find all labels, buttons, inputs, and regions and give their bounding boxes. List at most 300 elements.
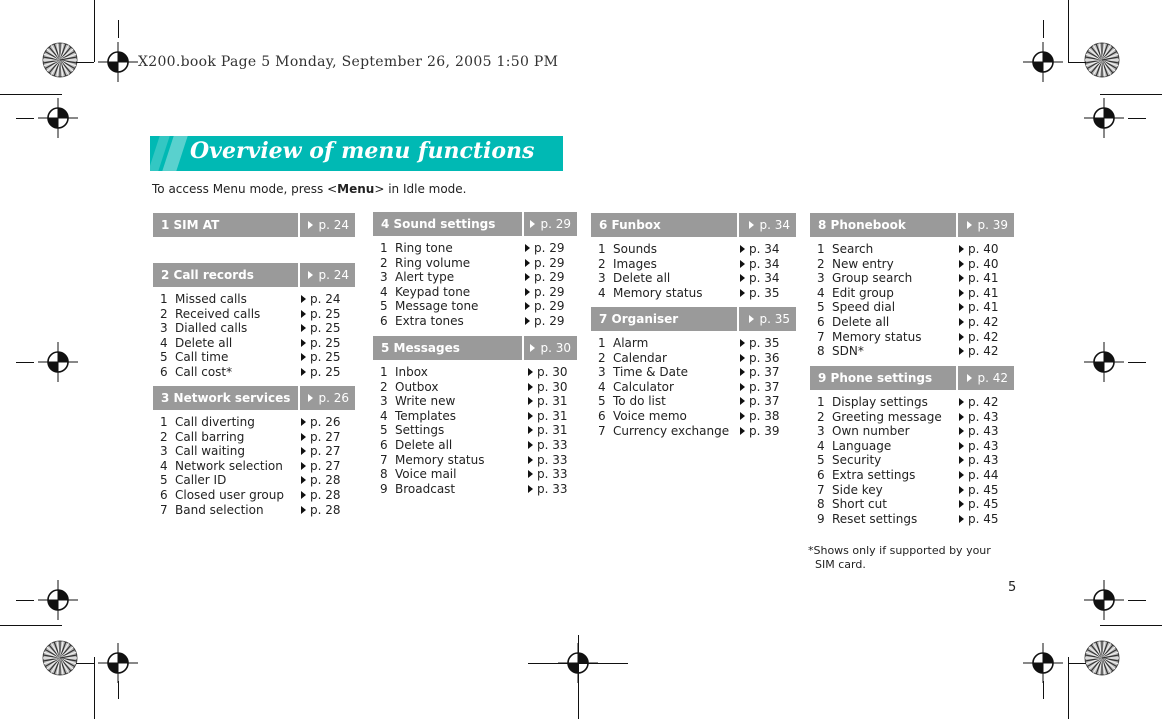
menu-item-page-label: p. 37	[749, 394, 780, 409]
section-title: 8 Phonebook	[810, 213, 956, 237]
menu-item-page	[959, 468, 999, 483]
arrow-right-icon	[959, 456, 964, 464]
menu-item	[380, 467, 584, 482]
section-page-ref	[300, 213, 355, 237]
menu-item-number: 3	[817, 271, 825, 286]
section-header	[153, 386, 355, 410]
menu-item	[817, 257, 1021, 272]
menu-item-number: 5	[380, 299, 388, 314]
menu-item	[380, 270, 584, 285]
arrow-right-icon	[301, 324, 306, 332]
menu-item-page-label: p. 35	[749, 336, 780, 350]
menu-item-page-label: p. 43	[968, 453, 999, 468]
menu-item-page	[301, 415, 341, 430]
menu-item	[380, 409, 584, 424]
trim-line	[1043, 681, 1044, 699]
menu-item-page	[959, 300, 999, 315]
menu-item-number: 2	[160, 429, 168, 444]
registration-crosshair-icon	[1084, 580, 1124, 620]
menu-item-label: Settings	[395, 423, 445, 438]
menu-item	[598, 271, 803, 286]
intro-prefix: To access Menu mode, press <	[152, 182, 338, 196]
menu-item-page-label: p. 45	[968, 497, 999, 512]
menu-item-label: Templates	[395, 408, 457, 423]
arrow-right-icon	[959, 442, 964, 450]
menu-item-label: Write new	[395, 394, 456, 409]
menu-item-label: Call time	[175, 350, 229, 365]
section-page-ref	[524, 212, 577, 236]
menu-item	[160, 350, 362, 365]
menu-item-page-label: p. 40	[968, 256, 999, 271]
intro-suffix: > in Idle mode.	[374, 182, 467, 196]
menu-item-number: 3	[598, 365, 606, 380]
menu-item-page	[959, 315, 999, 330]
menu-item-page	[740, 286, 780, 301]
menu-item-page	[740, 242, 780, 257]
menu-item	[598, 257, 803, 272]
menu-item-page-label: p. 45	[968, 482, 999, 497]
arrow-right-icon	[740, 245, 745, 253]
menu-item-label: Extra settings	[832, 468, 916, 482]
arrow-right-icon	[308, 221, 313, 229]
menu-item-label: Missed calls	[175, 292, 247, 306]
menu-item-label: Delete all	[395, 438, 453, 452]
menu-item-page-label: p. 29	[534, 255, 565, 270]
menu-item	[160, 321, 362, 336]
menu-item-label: SDN*	[832, 344, 864, 359]
menu-item-page	[959, 344, 999, 359]
menu-item-page	[301, 321, 341, 336]
menu-item-number: 2	[380, 255, 388, 270]
menu-item	[598, 336, 803, 351]
menu-item	[160, 415, 362, 430]
menu-item	[380, 365, 584, 380]
trim-line	[1128, 600, 1146, 601]
menu-item-page	[525, 241, 565, 256]
menu-item-label: Greeting message	[832, 409, 942, 424]
menu-item	[817, 315, 1021, 330]
menu-item-label: Outbox	[395, 379, 439, 394]
arrow-right-icon	[301, 368, 306, 376]
menu-item	[817, 395, 1021, 410]
menu-item	[160, 488, 362, 503]
arrow-right-icon	[301, 295, 306, 303]
menu-item-label: Side key	[832, 482, 883, 497]
menu-item	[380, 423, 584, 438]
menu-item-page	[301, 350, 341, 365]
menu-item-number: 2	[817, 409, 825, 424]
trim-line	[118, 20, 119, 38]
menu-item-number: 1	[160, 415, 168, 429]
menu-item-page	[525, 314, 565, 329]
menu-item-number: 4	[598, 379, 606, 394]
menu-item-page	[301, 292, 341, 307]
menu-item-number: 1	[817, 242, 825, 256]
registration-crosshair-icon	[1023, 42, 1063, 82]
menu-item-page-label: p. 42	[968, 329, 999, 344]
menu-item-page-label: p. 31	[537, 394, 568, 409]
menu-item-page	[301, 503, 341, 518]
menu-item	[380, 380, 584, 395]
menu-item-page	[959, 512, 999, 527]
menu-item	[380, 453, 584, 468]
section-page-label: p. 29	[540, 217, 571, 231]
menu-item-page-label: p. 28	[310, 473, 341, 488]
menu-item-page-label: p. 36	[749, 350, 780, 365]
menu-item-page	[740, 257, 780, 272]
arrow-right-icon	[740, 339, 745, 347]
menu-item-label: Delete all	[613, 271, 671, 286]
menu-item-page	[528, 467, 568, 482]
menu-item-label: Language	[832, 438, 892, 453]
menu-item-page	[740, 365, 780, 380]
menu-item-page	[959, 483, 999, 498]
arrow-right-icon	[959, 289, 964, 297]
arrow-right-icon	[959, 274, 964, 282]
menu-item-number: 8	[817, 344, 825, 359]
menu-item-page	[528, 380, 568, 395]
menu-item-page	[525, 256, 565, 271]
menu-item-number: 5	[817, 300, 825, 315]
menu-item	[598, 351, 803, 366]
menu-item-label: Memory status	[613, 285, 703, 300]
menu-item-number: 2	[598, 350, 606, 365]
menu-item-label: Ring volume	[395, 255, 471, 270]
section-page-ref	[958, 366, 1014, 390]
menu-item-page	[301, 365, 341, 380]
menu-item-page-label: p. 37	[749, 379, 780, 394]
menu-item-page	[525, 285, 565, 300]
menu-item-page-label: p. 27	[310, 458, 341, 473]
trim-line	[118, 681, 119, 699]
trim-line	[94, 0, 95, 62]
menu-item-number: 9	[380, 481, 388, 496]
menu-item-page-label: p. 43	[968, 424, 999, 439]
menu-item-number: 3	[380, 394, 388, 409]
section-page-ref	[958, 213, 1014, 237]
arrow-right-icon	[301, 506, 306, 514]
menu-item	[160, 307, 362, 322]
menu-item-number: 6	[160, 488, 168, 502]
menu-item-page	[959, 497, 999, 512]
menu-item	[598, 394, 803, 409]
arrow-right-icon	[959, 333, 964, 341]
menu-item-page	[959, 439, 999, 454]
menu-item-page-label: p. 42	[968, 315, 999, 329]
menu-item-label: Memory status	[395, 452, 485, 467]
menu-item-label: Own number	[832, 424, 910, 439]
section-page-ref	[524, 336, 577, 360]
menu-item-page	[301, 459, 341, 474]
section-page-ref	[300, 386, 355, 410]
menu-item-label: Message tone	[395, 299, 479, 314]
menu-item	[817, 344, 1021, 359]
menu-item-page-label: p. 33	[537, 467, 568, 482]
menu-item-number: 9	[817, 511, 825, 526]
trim-line	[1100, 625, 1162, 626]
menu-item-page-label: p. 26	[310, 415, 341, 429]
menu-item-label: Extra tones	[395, 314, 464, 328]
menu-item-label: Currency exchange	[613, 423, 730, 438]
arrow-right-icon	[740, 274, 745, 282]
registration-crosshair-icon	[1084, 98, 1124, 138]
menu-item	[817, 286, 1021, 301]
arrow-right-icon	[740, 368, 745, 376]
arrow-right-icon	[959, 471, 964, 479]
menu-item-page-label: p. 27	[310, 444, 341, 459]
page-title: Overview of menu functions	[190, 138, 535, 164]
arrow-right-icon	[301, 476, 306, 484]
menu-item-page-label: p. 30	[537, 379, 568, 394]
trim-line	[16, 600, 34, 601]
menu-item-page	[301, 307, 341, 322]
menu-item-page-label: p. 44	[968, 468, 999, 482]
section-header	[810, 213, 1014, 237]
menu-item-number: 5	[160, 350, 168, 365]
menu-item-page	[528, 409, 568, 424]
trim-line	[1128, 362, 1146, 363]
menu-item	[817, 410, 1021, 425]
menu-item-page-label: p. 34	[749, 271, 780, 286]
arrow-right-icon	[528, 397, 533, 405]
menu-item-page-label: p. 34	[749, 256, 780, 271]
menu-key: Menu	[337, 182, 375, 196]
menu-item-page-label: p. 29	[534, 241, 565, 255]
arrow-right-icon	[301, 447, 306, 455]
menu-item-page-label: p. 41	[968, 300, 999, 315]
intro-text	[152, 182, 467, 196]
menu-item-page	[301, 444, 341, 459]
arrow-right-icon	[528, 441, 533, 449]
menu-item-number: 4	[817, 438, 825, 453]
menu-item-number: 5	[380, 423, 388, 438]
menu-item-label: Keypad tone	[395, 284, 471, 299]
trim-line	[76, 62, 94, 63]
menu-item-page	[740, 409, 780, 424]
menu-item-page-label: p. 42	[968, 344, 999, 359]
menu-item	[160, 503, 362, 518]
menu-item-page	[301, 473, 341, 488]
arrow-right-icon	[308, 394, 313, 402]
menu-item-page-label: p. 42	[968, 395, 999, 409]
arrow-right-icon	[525, 288, 530, 296]
menu-item-number: 7	[160, 502, 168, 517]
menu-item-number: 1	[598, 336, 606, 350]
menu-item-label: Closed user group	[175, 488, 284, 502]
section-page-label: p. 26	[318, 391, 349, 405]
menu-item	[598, 409, 803, 424]
menu-item-page-label: p. 30	[537, 365, 568, 379]
menu-item-number: 6	[817, 315, 825, 329]
section-title: 1 SIM AT	[153, 213, 298, 237]
arrow-right-icon	[530, 344, 535, 352]
menu-item-number: 6	[817, 468, 825, 482]
menu-item-number: 4	[598, 285, 606, 300]
arrow-right-icon	[959, 303, 964, 311]
menu-item-page	[959, 395, 999, 410]
arrow-right-icon	[308, 271, 313, 279]
menu-item-page	[528, 423, 568, 438]
title-banner	[150, 136, 563, 171]
menu-item-page-label: p. 45	[968, 511, 999, 526]
menu-item-label: Broadcast	[395, 481, 456, 496]
trim-line	[1068, 663, 1086, 664]
section-header	[373, 212, 577, 236]
section-page-label: p. 24	[318, 268, 349, 282]
arrow-right-icon	[528, 470, 533, 478]
menu-item-page-label: p. 39	[749, 423, 780, 438]
menu-item-number: 2	[160, 306, 168, 321]
menu-item-number: 5	[598, 394, 606, 409]
trim-line	[578, 635, 579, 719]
trim-line	[1068, 62, 1086, 63]
menu-item-number: 8	[817, 497, 825, 512]
section-header	[153, 263, 355, 287]
menu-item	[380, 241, 584, 256]
arrow-right-icon	[740, 412, 745, 420]
menu-item	[380, 256, 584, 271]
section-page-ref	[739, 307, 796, 331]
menu-item-label: Delete all	[175, 335, 233, 350]
menu-item-page	[959, 453, 999, 468]
registration-crosshair-icon	[38, 580, 78, 620]
arrow-right-icon	[528, 368, 533, 376]
menu-item-page-label: p. 25	[310, 306, 341, 321]
menu-item	[817, 439, 1021, 454]
menu-item-page	[528, 365, 568, 380]
menu-item-page	[525, 270, 565, 285]
menu-item	[380, 482, 584, 497]
section-page-ref	[300, 263, 355, 287]
menu-item-page-label: p. 35	[749, 285, 780, 300]
menu-item-label: Alarm	[613, 336, 649, 350]
menu-item-label: Inbox	[395, 365, 428, 379]
section-header	[373, 336, 577, 360]
menu-item-page-label: p. 28	[310, 502, 341, 517]
menu-item-number: 7	[817, 482, 825, 497]
menu-item-number: 3	[160, 444, 168, 459]
arrow-right-icon	[301, 462, 306, 470]
color-target-icon	[42, 640, 78, 676]
arrow-right-icon	[525, 259, 530, 267]
trim-line	[94, 657, 95, 719]
arrow-right-icon	[959, 398, 964, 406]
trim-line	[1043, 20, 1044, 38]
menu-item-page-label: p. 27	[310, 429, 341, 444]
arrow-right-icon	[301, 418, 306, 426]
menu-item-label: Dialled calls	[175, 321, 248, 336]
menu-item-page	[740, 394, 780, 409]
section-page-label: p. 24	[318, 218, 349, 232]
arrow-right-icon	[525, 317, 530, 325]
trim-line	[16, 362, 34, 363]
menu-item-label: Alert type	[395, 270, 455, 285]
menu-item-label: Sounds	[613, 242, 658, 256]
menu-item-number: 1	[380, 241, 388, 255]
menu-item-label: Received calls	[175, 306, 261, 321]
menu-item-page	[959, 410, 999, 425]
arrow-right-icon	[301, 433, 306, 441]
menu-item-number: 2	[598, 256, 606, 271]
menu-item-page	[528, 438, 568, 453]
menu-item	[160, 459, 362, 474]
section-page-label: p. 35	[759, 312, 790, 326]
arrow-right-icon	[959, 413, 964, 421]
trim-line	[0, 94, 62, 95]
arrow-right-icon	[740, 260, 745, 268]
menu-item-page	[301, 430, 341, 445]
section-title: 9 Phone settings	[810, 366, 956, 390]
menu-item-label: Time & Date	[613, 365, 689, 380]
menu-item	[380, 438, 584, 453]
arrow-right-icon	[967, 374, 972, 382]
arrow-right-icon	[740, 289, 745, 297]
menu-item-page	[528, 482, 568, 497]
menu-item-page-label: p. 43	[968, 438, 999, 453]
menu-item-label: Call cost*	[175, 365, 233, 379]
footnote-line-1: *Shows only if supported by your	[808, 544, 991, 557]
menu-item	[817, 468, 1021, 483]
menu-item	[817, 330, 1021, 345]
section-page-label: p. 34	[759, 218, 790, 232]
arrow-right-icon	[528, 426, 533, 434]
menu-item-page-label: p. 25	[310, 335, 341, 350]
arrow-right-icon	[528, 456, 533, 464]
arrow-right-icon	[740, 397, 745, 405]
arrow-right-icon	[740, 383, 745, 391]
menu-item-label: Ring tone	[395, 241, 453, 255]
arrow-right-icon	[301, 339, 306, 347]
menu-item-label: Memory status	[832, 329, 922, 344]
menu-item-page	[959, 424, 999, 439]
menu-item-label: Images	[613, 256, 657, 271]
page-number: 5	[1008, 580, 1017, 595]
menu-item-label: Network selection	[175, 458, 283, 473]
arrow-right-icon	[959, 515, 964, 523]
section-title: 7 Organiser	[591, 307, 737, 331]
menu-item-number: 5	[160, 473, 168, 488]
menu-item-label: Voice mail	[395, 467, 457, 482]
menu-item-label: Speed dial	[832, 300, 896, 315]
arrow-right-icon	[749, 315, 754, 323]
arrow-right-icon	[525, 273, 530, 281]
menu-item-page-label: p. 33	[537, 481, 568, 496]
color-target-icon	[1084, 640, 1120, 676]
menu-item-number: 1	[160, 292, 168, 306]
menu-item	[817, 497, 1021, 512]
menu-item-label: Group search	[832, 271, 913, 286]
menu-item-page-label: p. 41	[968, 271, 999, 286]
trim-line	[528, 663, 628, 664]
section-header	[153, 213, 355, 237]
section-header	[591, 307, 796, 331]
section-title: 5 Messages	[373, 336, 522, 360]
menu-item-number: 5	[817, 453, 825, 468]
menu-item-page-label: p. 29	[534, 299, 565, 314]
menu-item-label: Call waiting	[175, 444, 245, 459]
menu-item-page	[528, 453, 568, 468]
menu-item-number: 7	[598, 423, 606, 438]
menu-item	[160, 292, 362, 307]
color-target-icon	[1084, 42, 1120, 78]
arrow-right-icon	[528, 383, 533, 391]
menu-item-page-label: p. 25	[310, 350, 341, 365]
menu-item-number: 3	[817, 424, 825, 439]
arrow-right-icon	[967, 221, 972, 229]
menu-item	[817, 271, 1021, 286]
registration-crosshair-icon	[98, 643, 138, 683]
menu-item-label: To do list	[613, 394, 666, 409]
